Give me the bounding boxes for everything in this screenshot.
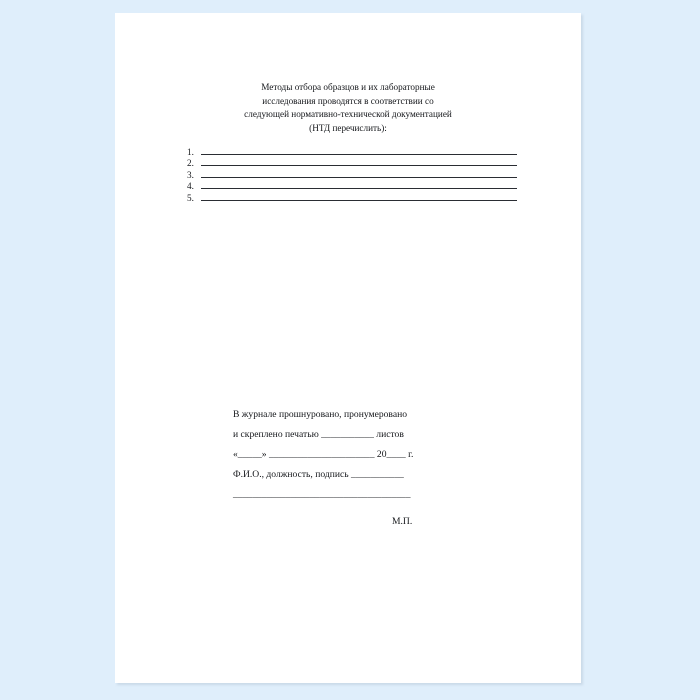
blank-rule	[201, 180, 517, 189]
list-item-number: 3.	[187, 169, 194, 180]
list-item-number: 2.	[187, 158, 194, 169]
list-item	[187, 180, 517, 191]
certification-line-5: _____________________________________	[233, 489, 411, 500]
blank-rule	[201, 146, 517, 155]
list-item	[187, 157, 517, 168]
list-item-number: 1.	[187, 147, 194, 157]
list-item-number: 5.	[187, 192, 194, 203]
certification-line-2: и скреплено печатью ___________ листов	[233, 429, 404, 440]
certification-line-4: Ф.И.О., должность, подпись ___________	[233, 469, 404, 480]
list-item	[187, 192, 517, 203]
document-page	[115, 13, 581, 683]
certification-block	[233, 405, 533, 505]
heading-line-3: следующей нормативно-технической документацией	[244, 109, 452, 120]
heading-line-4: (НТД перечислить):	[309, 122, 387, 133]
certification-line-3: «_____» ______________________ 20____ г.	[233, 449, 414, 460]
blank-rule	[201, 157, 517, 166]
list-item	[187, 169, 517, 180]
numbered-blank-lines	[187, 146, 517, 203]
heading-block	[115, 81, 581, 135]
heading-line-1: Методы отбора образцов и их лабораторные	[261, 82, 435, 92]
list-item	[187, 146, 517, 157]
list-item-number: 4.	[187, 181, 194, 192]
blank-rule	[201, 192, 517, 201]
blank-rule	[201, 169, 517, 178]
certification-line-1: В журнале прошнуровано, пронумеровано	[233, 409, 408, 420]
heading-line-2: исследования проводятся в соответствии со	[262, 95, 434, 106]
seal-mark: М.П.	[392, 516, 413, 527]
